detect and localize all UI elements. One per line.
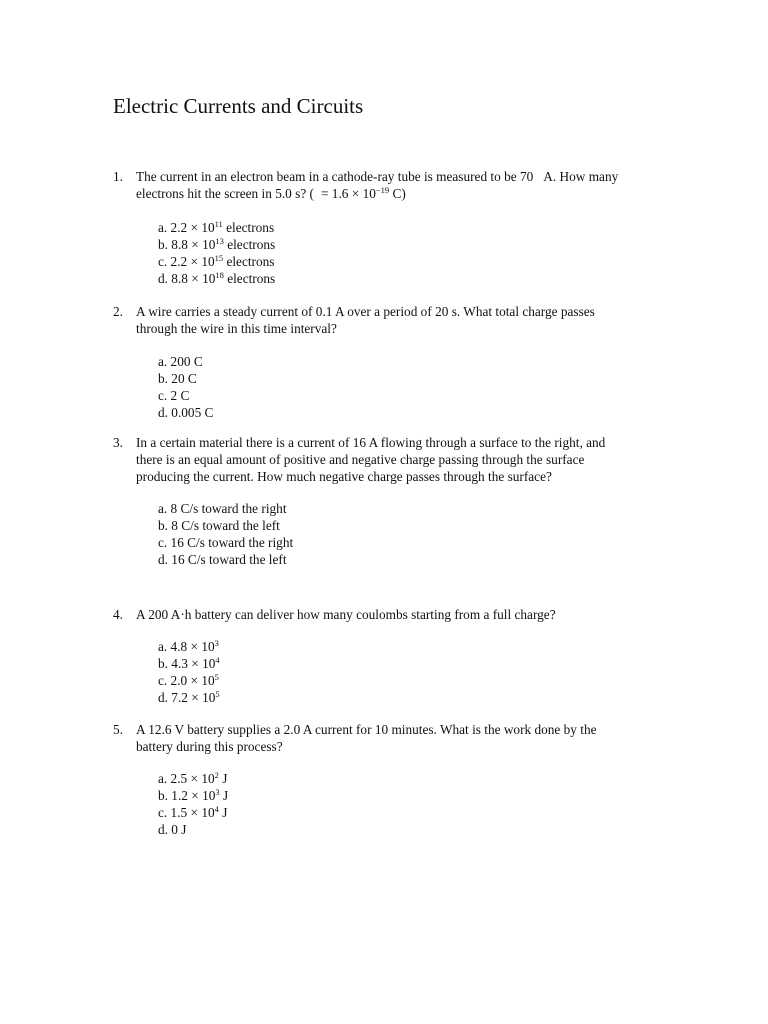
question-3 (113, 434, 653, 568)
answer-choice: d. 0.005 C (158, 405, 214, 420)
question-text (136, 606, 653, 623)
answer-choice: a. 8 C/s toward the right (158, 501, 287, 516)
question-text (136, 168, 653, 202)
question-4 (113, 606, 653, 706)
question-text (136, 721, 653, 755)
answer-choice: b. $1.2 \times 10^3$ J (158, 787, 229, 803)
answer-choice: a. $4.8 \times 10^3$ (158, 638, 219, 654)
answer-choice: b. $8.8 \times 10^{13}$ electrons (158, 236, 276, 252)
question-5 (113, 721, 653, 838)
answer-choice: d. 0 J (158, 822, 187, 837)
answer-choice: a. $2.5 \times 10^2$ J (158, 770, 228, 786)
question-text (136, 303, 653, 337)
question-1 (113, 168, 653, 287)
answer-choices (158, 770, 653, 838)
question-text-line: A wire carries a steady current of 0.1 A over a period of 20 s. What total charge passes (136, 304, 595, 319)
question-number: 1. (113, 169, 123, 184)
answer-choice: d. $8.8 \times 10^{18}$ electrons (158, 270, 276, 286)
answer-choice: a. 200 C (158, 354, 203, 369)
question-text-line: In a certain material there is a current of 16 A flowing through a surface to the right, and (136, 435, 606, 450)
answer-choice: a. $2.2 \times 10^{11}$ electrons (158, 219, 275, 235)
answer-choice: c. $1.5 \times 10^4$ J (158, 804, 228, 820)
question-text-line: battery during this process? (136, 739, 283, 754)
document-title: Electric Currents and Circuits (113, 94, 364, 118)
question-text-line: electrons hit the screen in 5.0 s? ( = $1.6 \times 10^{-19}$ C) (136, 185, 406, 201)
question-2 (113, 303, 653, 421)
question-text-line: producing the current. How much negative charge passes through the surface? (136, 469, 552, 484)
answer-choice: b. 8 C/s toward the left (158, 518, 280, 533)
answer-choices (158, 353, 653, 421)
question-text-line: through the wire in this time interval? (136, 321, 337, 336)
answer-choice: c. 2 C (158, 388, 190, 403)
answer-choices (158, 500, 653, 568)
answer-choice: b. $4.3 \times 10^4$ (158, 655, 220, 671)
question-text-line: there is an equal amount of positive and negative charge passing through the surface (136, 452, 585, 467)
question-text-line: A 200 A·h battery can deliver how many coulombs starting from a full charge? (136, 607, 556, 622)
answer-choice: c. $2.0 \times 10^5$ (158, 672, 219, 688)
question-number: 4. (113, 607, 123, 622)
question-text-line: The current in an electron beam in a cathode-ray tube is measured to be 70 A. How many (136, 169, 619, 184)
answer-choice: b. 20 C (158, 371, 197, 386)
answer-choices (158, 638, 653, 706)
question-number: 3. (113, 435, 123, 450)
answer-choice: d. $7.2 \times 10^5$ (158, 689, 220, 705)
answer-choice: c. $2.2 \times 10^{15}$ electrons (158, 253, 275, 269)
answer-choice: c. 16 C/s toward the right (158, 535, 294, 550)
answer-choice: d. 16 C/s toward the left (158, 552, 287, 567)
question-number: 5. (113, 722, 123, 737)
question-number: 2. (113, 304, 123, 319)
question-text (136, 434, 653, 485)
answer-choices (158, 219, 653, 287)
question-text-line: A 12.6 V battery supplies a 2.0 A current for 10 minutes. What is the work done by the (136, 722, 597, 737)
